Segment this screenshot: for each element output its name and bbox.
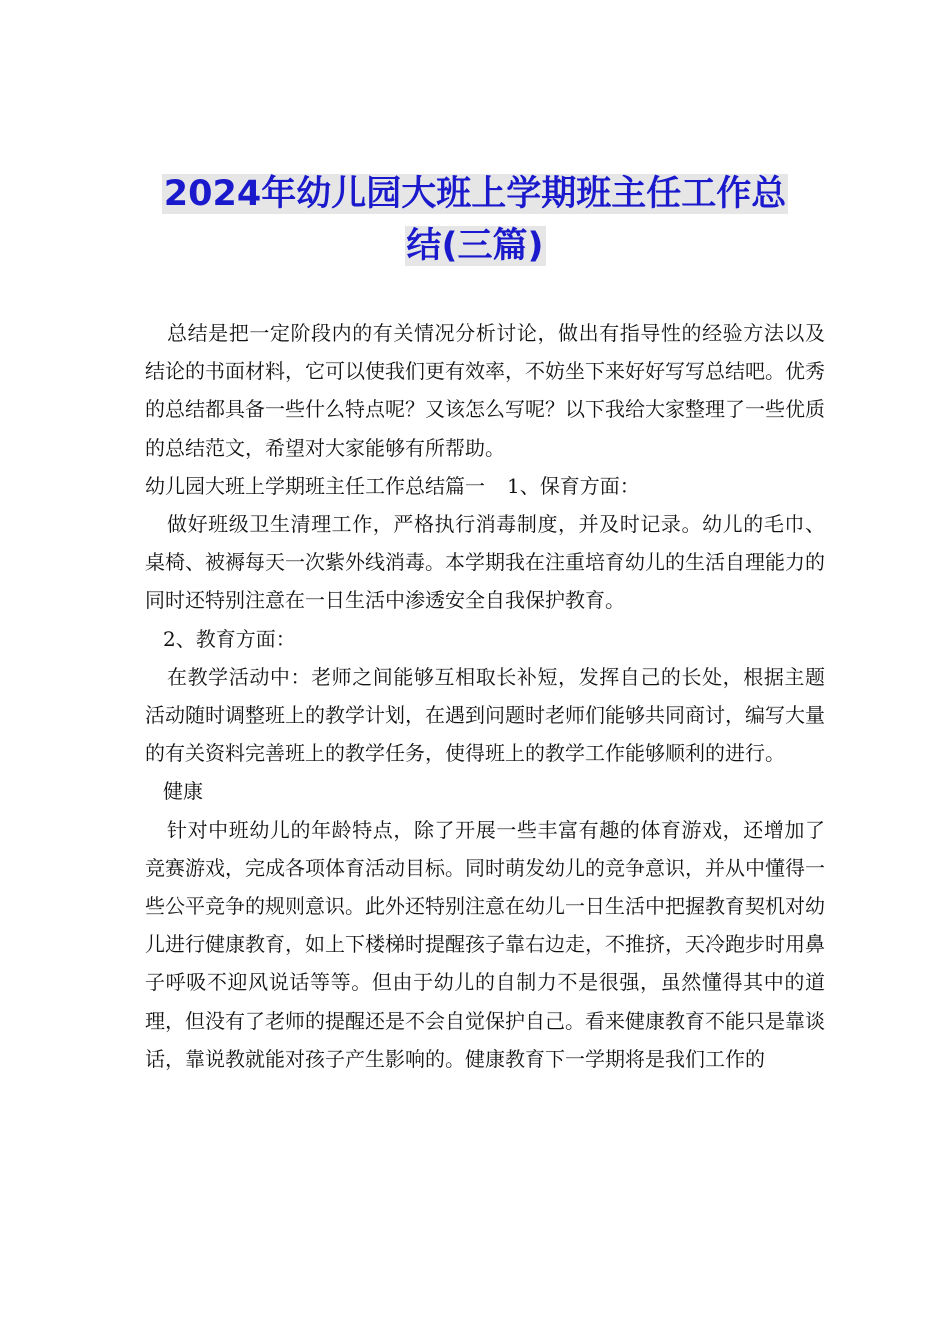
section-title: 幼儿园大班上学期班主任工作总结篇一 <box>145 473 485 498</box>
health-paragraph: 针对中班幼儿的年龄特点，除了开展一些丰富有趣的体育游戏，还增加了竞赛游戏，完成各项体育活动目标。同时萌发幼儿的竞争意识，并从中懂得一些公平竞争的规则意识。此外还特别注意在幼儿一日生活中把握教育契机对幼儿进行健康教育，如上下楼梯时提醒孩子靠右边走，不推挤，天冷跑步时用鼻子呼吸不迎风说话等等。但由于幼儿的自制力不是很强，虽然懂得其中的道理，但没有了老师的提醒还是不会自觉保护自己。看来健康教育不能只是靠谈话，靠说教就能对孩子产生影响的。健康教育下一学期将是我们工作的 <box>145 817 825 1071</box>
title-line-1: 2024年幼儿园大班上学期班主任工作总 <box>163 174 787 214</box>
care-paragraph: 做好班级卫生清理工作，严格执行消毒制度，并及时记录。幼儿的毛巾、桌椅、被褥每天一次紫外线消毒。本学期我在注重培育幼儿的生活自理能力的同时还特别注意在一日生活中渗透安全自我保护教育。 <box>145 512 825 613</box>
education-paragraph: 在教学活动中：老师之间能够互相取长补短，发挥自己的长处，根据主题活动随时调整班上的教学计划，在遇到问题时老师们能够共同商讨，编写大量的有关资料完善班上的教学任务，使得班上的教学工作能够顺利的进行。 <box>145 664 825 766</box>
health-heading: 健康 <box>163 779 203 804</box>
document-body <box>145 314 825 1078</box>
section-heading-line <box>145 467 825 505</box>
title-line-2: 结(三篇) <box>406 226 544 266</box>
subsection-heading-1: 1、保育方面： <box>507 473 640 498</box>
intro-paragraph: 总结是把一定阶段内的有关情况分析讨论，做出有指导性的经验方法以及结论的书面材料，它可以使我们更有效率，不妨坐下来好好写写总结吧。优秀的总结都具备一些什么特点呢？又该怎么写呢？以下我给大家整理了一些优质的总结范文，希望对大家能够有所帮助。 <box>145 321 825 460</box>
subsection-heading-2: 2、教育方面： <box>163 626 296 651</box>
document-title <box>120 168 830 272</box>
